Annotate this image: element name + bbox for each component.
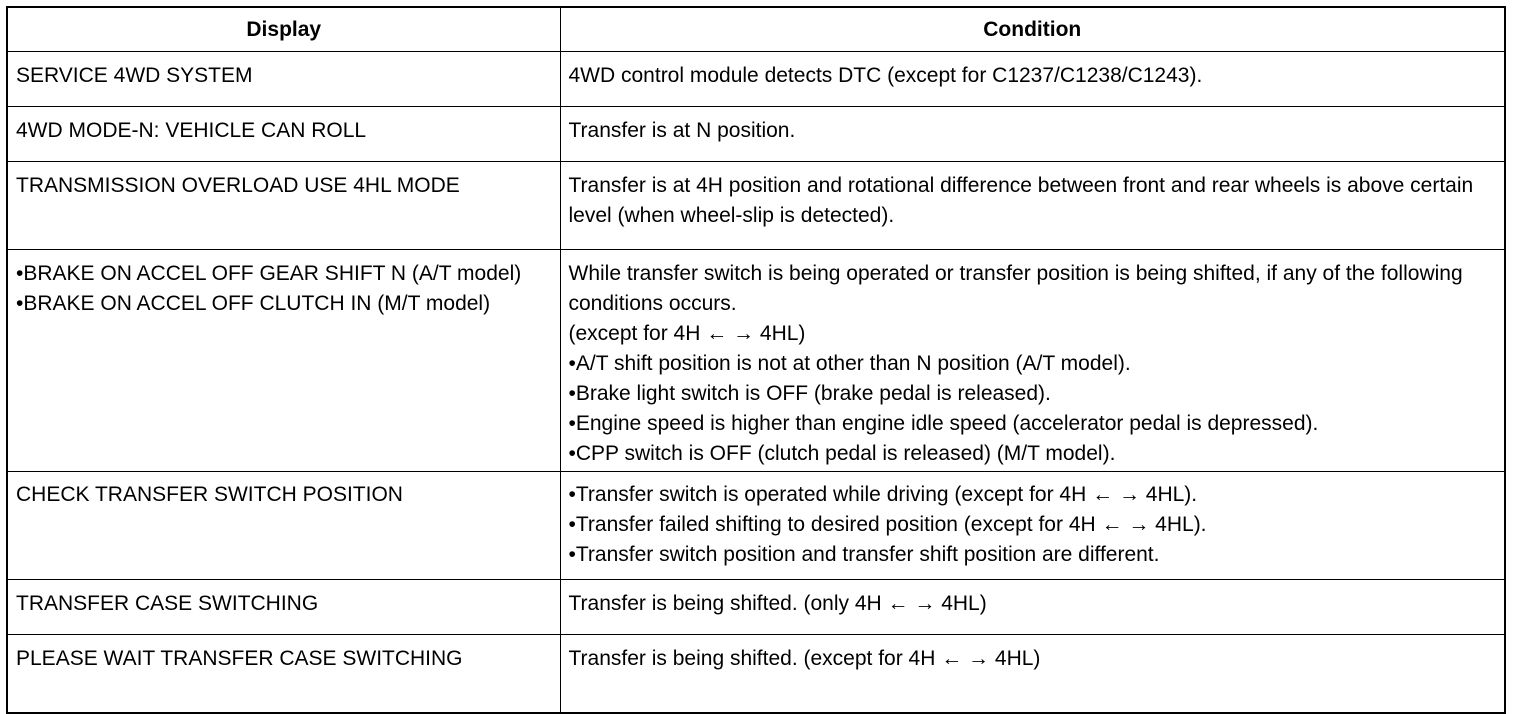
display-condition-table bbox=[6, 6, 1506, 714]
table-row bbox=[7, 250, 1505, 472]
display-text: •BRAKE ON ACCEL OFF CLUTCH IN (M/T model) bbox=[16, 292, 491, 315]
condition-text: •Transfer switch position and transfer shift position are different. bbox=[568, 543, 1160, 566]
condition-text: •Brake light switch is OFF (brake pedal is released). bbox=[568, 382, 1051, 405]
condition-text: •CPP switch is OFF (clutch pedal is released) (M/T model). bbox=[568, 442, 1116, 465]
display-cell bbox=[7, 472, 560, 580]
display-cell bbox=[7, 580, 560, 635]
display-cell bbox=[7, 635, 560, 714]
header-display: Display bbox=[7, 7, 560, 52]
table-row bbox=[7, 162, 1505, 250]
condition-cell bbox=[560, 580, 1505, 635]
display-cell bbox=[7, 52, 560, 107]
table-row bbox=[7, 580, 1505, 635]
condition-text: Transfer is at N position. bbox=[568, 119, 796, 142]
condition-cell bbox=[560, 52, 1505, 107]
condition-text: •A/T shift position is not at other than N position (A/T model). bbox=[568, 352, 1131, 375]
display-text: •BRAKE ON ACCEL OFF GEAR SHIFT N (A/T model) bbox=[16, 262, 522, 285]
display-cell bbox=[7, 250, 560, 472]
condition-cell bbox=[560, 107, 1505, 162]
condition-cell bbox=[560, 472, 1505, 580]
condition-text: (except for 4H ← → 4HL) bbox=[568, 322, 806, 345]
condition-text: Transfer is being shifted. (only 4H ← → 4HL) bbox=[568, 592, 987, 615]
condition-text: •Transfer failed shifting to desired position (except for 4H ← → 4HL). bbox=[568, 513, 1207, 536]
condition-text: While transfer switch is being operated or transfer position is being shifted, if any of the following conditions occurs. bbox=[568, 262, 1463, 315]
table-row bbox=[7, 472, 1505, 580]
display-cell bbox=[7, 162, 560, 250]
display-text: CHECK TRANSFER SWITCH POSITION bbox=[16, 483, 403, 506]
display-text: TRANSFER CASE SWITCHING bbox=[16, 592, 319, 615]
display-text: 4WD MODE-N: VEHICLE CAN ROLL bbox=[16, 119, 367, 142]
header-condition: Condition bbox=[560, 7, 1505, 52]
display-cell bbox=[7, 107, 560, 162]
table-row bbox=[7, 107, 1505, 162]
condition-cell bbox=[560, 635, 1505, 714]
table-body bbox=[7, 52, 1505, 714]
header-row bbox=[7, 7, 1505, 52]
display-text: TRANSMISSION OVERLOAD USE 4HL MODE bbox=[16, 174, 460, 197]
table-row bbox=[7, 635, 1505, 714]
condition-text: Transfer is being shifted. (except for 4H ← → 4HL) bbox=[568, 647, 1041, 670]
condition-cell bbox=[560, 250, 1505, 472]
condition-text: Transfer is at 4H position and rotational difference between front and rear wheels is above certain level (when wheel-slip is detected). bbox=[568, 174, 1474, 227]
condition-cell bbox=[560, 162, 1505, 250]
condition-text: 4WD control module detects DTC (except for C1237/C1238/C1243). bbox=[568, 64, 1203, 87]
table-header bbox=[7, 7, 1505, 52]
condition-text: •Transfer switch is operated while driving (except for 4H ← → 4HL). bbox=[568, 483, 1198, 506]
display-text: PLEASE WAIT TRANSFER CASE SWITCHING bbox=[16, 647, 463, 670]
table-row bbox=[7, 52, 1505, 107]
display-text: SERVICE 4WD SYSTEM bbox=[16, 64, 253, 87]
condition-text: •Engine speed is higher than engine idle speed (accelerator pedal is depressed). bbox=[568, 412, 1319, 435]
